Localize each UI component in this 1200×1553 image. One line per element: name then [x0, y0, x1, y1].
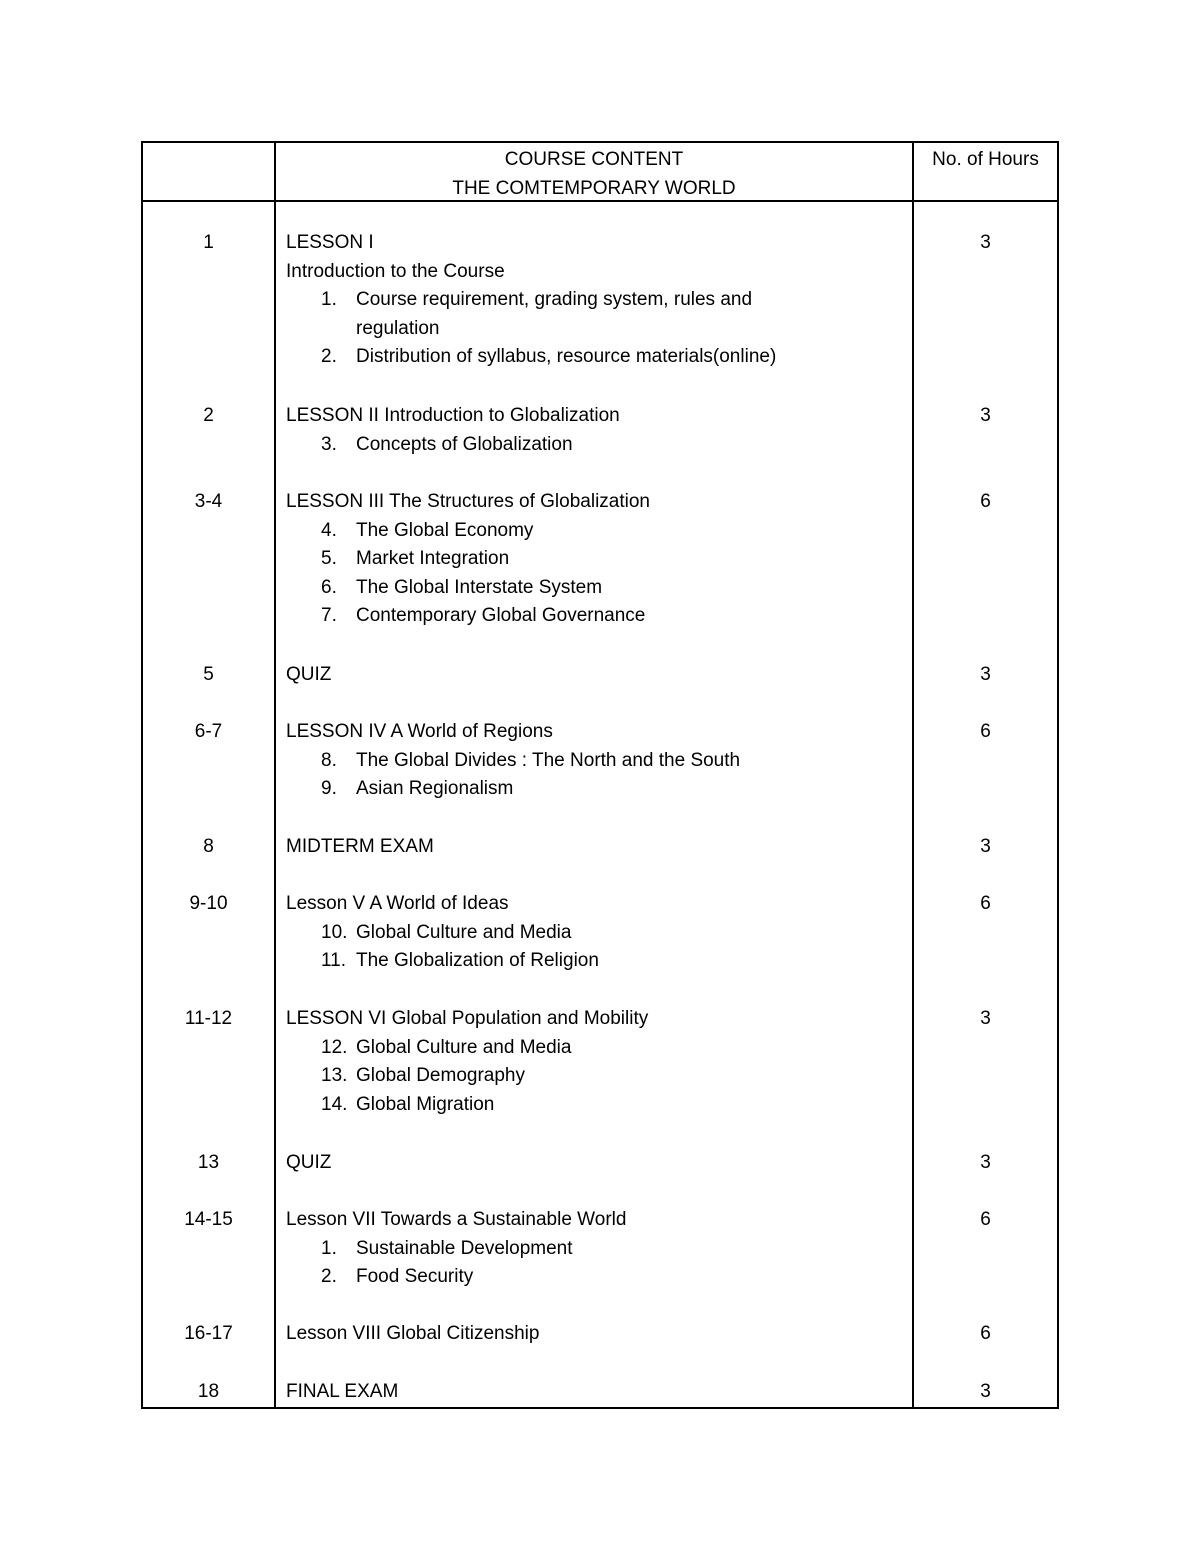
topic-number: 13.: [321, 1065, 348, 1086]
topic-text: Concepts of Globalization: [356, 433, 573, 455]
topic-item: [276, 947, 912, 976]
header-content-cell: [276, 146, 912, 203]
week-cell: 18: [197, 1381, 220, 1402]
topic-number: 10.: [321, 921, 348, 943]
topic-item: [276, 574, 912, 603]
topic-item: [276, 1034, 912, 1063]
hours-cell: 3: [980, 1152, 991, 1173]
week-cell: 2: [203, 405, 214, 426]
content-cell: [276, 718, 912, 804]
lesson-title: LESSON III The Structures of Globalization: [286, 491, 650, 512]
topic-text: Distribution of syllabus, resource materials(online): [356, 346, 777, 367]
content-cell: [276, 1378, 912, 1407]
topic-text: Global Culture and Media: [356, 1036, 572, 1058]
hours-cell: 3: [980, 664, 991, 685]
hours-cell: 3: [980, 405, 991, 426]
topic-item: [276, 1062, 912, 1091]
topic-item: [276, 1263, 912, 1292]
topic-number: 3.: [321, 433, 337, 455]
lesson-title: FINAL EXAM: [286, 1381, 399, 1402]
lesson-title: QUIZ: [286, 1152, 332, 1173]
topic-item: [276, 602, 912, 631]
topic-number: 5.: [321, 548, 337, 569]
header-content-title: COURSE CONTENT: [504, 149, 684, 170]
topic-text: Global Demography: [356, 1065, 525, 1086]
hours-cell: 6: [980, 1323, 991, 1344]
topic-number: 4.: [321, 519, 337, 541]
week-cell: 1: [203, 232, 214, 253]
topic-number: 2.: [321, 1266, 337, 1287]
topic-text: Asian Regionalism: [356, 778, 514, 799]
content-cell: [276, 833, 912, 862]
hours-cell: 3: [980, 836, 991, 857]
topic-text: The Global Economy: [356, 519, 534, 541]
hours-cell: 6: [980, 721, 991, 742]
content-cell: [276, 890, 912, 976]
topic-text: The Global Divides : The North and the South: [356, 749, 741, 771]
hours-cell: 3: [980, 1381, 991, 1402]
lesson-title: QUIZ: [286, 664, 332, 685]
lesson-title: LESSON II Introduction to Globalization: [286, 405, 620, 426]
course-content-table: [141, 141, 1059, 1409]
week-cell: 5: [203, 664, 214, 685]
week-cell: 13: [197, 1152, 220, 1173]
topic-item: [276, 545, 912, 574]
topic-number: 6.: [321, 576, 337, 598]
topic-text: Global Migration: [356, 1093, 495, 1115]
header-hours-label: No. of Hours: [932, 149, 1039, 170]
week-cell: 9-10: [189, 893, 228, 914]
topic-text: Contemporary Global Governance: [356, 605, 646, 626]
hours-cell: 6: [980, 1209, 991, 1230]
topic-item: [276, 343, 912, 372]
topic-text: Global Culture and Media: [356, 921, 572, 943]
topic-number: 7.: [321, 605, 337, 626]
topic-text: Food Security: [356, 1266, 474, 1287]
topic-number: 11.: [321, 950, 347, 971]
content-cell: [276, 661, 912, 690]
topic-number: 9.: [321, 778, 337, 799]
hours-cell: 3: [980, 232, 991, 253]
lesson-title: Lesson VII Towards a Sustainable World: [286, 1209, 627, 1230]
topic-item: [276, 1235, 912, 1264]
hours-cell: 3: [980, 1008, 991, 1029]
topic-item: [276, 775, 912, 804]
lesson-subtitle: Introduction to the Course: [286, 260, 505, 282]
lesson-title: Lesson V A World of Ideas: [286, 893, 509, 914]
hours-cell: 6: [980, 893, 991, 914]
header-content-subtitle: THE COMTEMPORARY WORLD: [452, 177, 736, 199]
lesson-title: MIDTERM EXAM: [286, 836, 434, 857]
topic-text: Course requirement, grading system, rules and regulation: [356, 289, 753, 339]
week-cell: 16-17: [184, 1323, 233, 1344]
topic-number: 2.: [321, 346, 337, 367]
content-cell: [276, 1320, 912, 1349]
lesson-title: LESSON I: [286, 232, 374, 253]
topic-number: 1.: [321, 1237, 337, 1259]
lesson-title: Lesson VIII Global Citizenship: [286, 1323, 540, 1344]
topic-text: Market Integration: [356, 548, 510, 569]
topic-text: Sustainable Development: [356, 1237, 573, 1259]
week-cell: 6-7: [194, 721, 223, 742]
content-cell: [276, 1005, 912, 1119]
week-cell: 11-12: [184, 1008, 233, 1029]
week-cell: 3-4: [194, 491, 223, 512]
topic-number: 14.: [321, 1093, 348, 1115]
topic-item: [276, 286, 912, 343]
content-cell: [276, 229, 912, 372]
content-cell: [276, 402, 912, 459]
topic-item: [276, 919, 912, 948]
topic-text: The Globalization of Religion: [356, 950, 599, 971]
topic-item: [276, 747, 912, 776]
lesson-title: LESSON IV A World of Regions: [286, 721, 553, 742]
lesson-title: LESSON VI Global Population and Mobility: [286, 1008, 649, 1029]
topic-number: 12.: [321, 1036, 348, 1058]
topic-item: [276, 517, 912, 546]
topic-text: The Global Interstate System: [356, 576, 603, 598]
topic-item: [276, 431, 912, 460]
topic-number: 1.: [321, 289, 337, 310]
hours-cell: 6: [980, 491, 991, 512]
content-cell: [276, 1149, 912, 1178]
topic-number: 8.: [321, 749, 337, 771]
week-cell: 8: [203, 836, 214, 857]
content-cell: [276, 1206, 912, 1292]
week-cell: 14-15: [184, 1209, 233, 1230]
topic-item: [276, 1091, 912, 1120]
content-cell: [276, 488, 912, 631]
